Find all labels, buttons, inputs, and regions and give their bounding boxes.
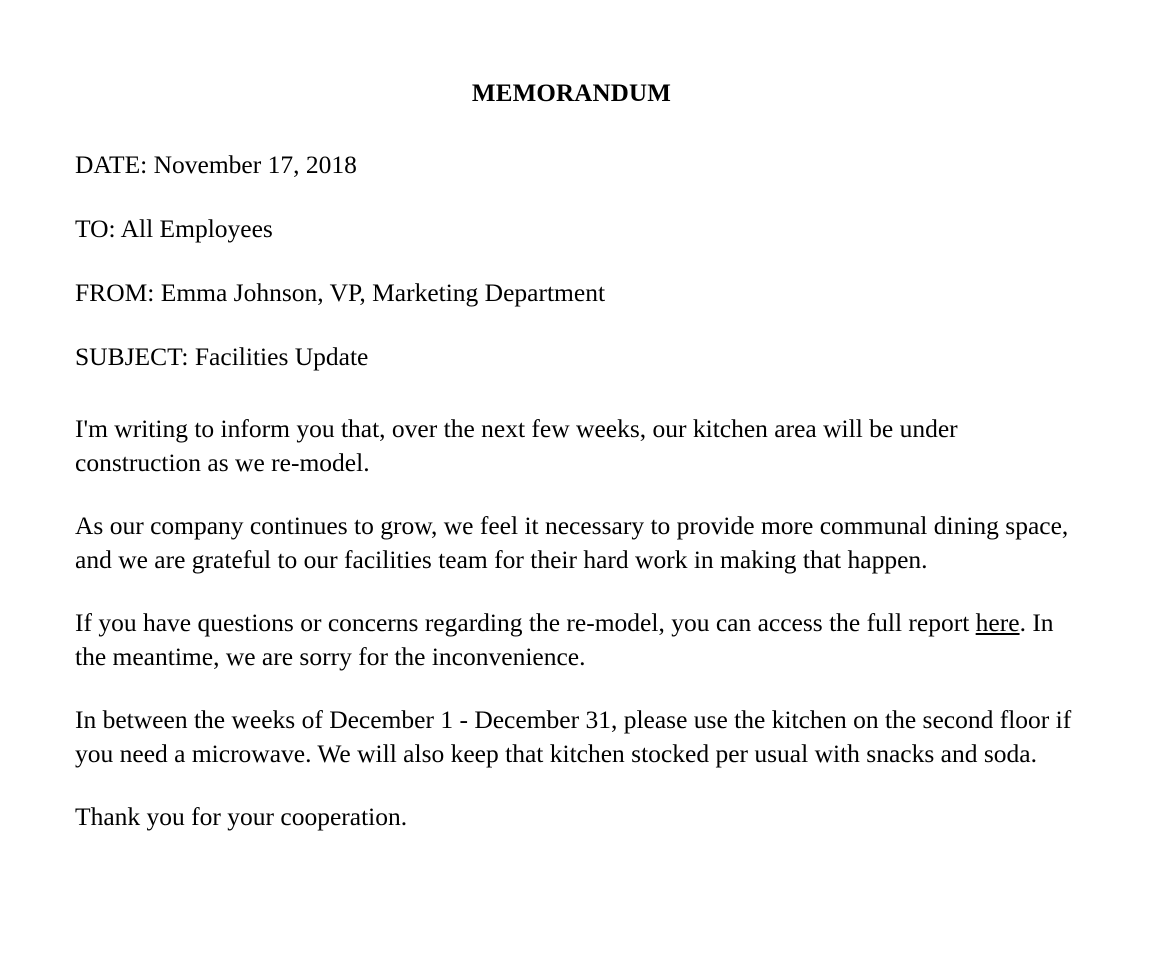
memo-field-subject: SUBJECT: Facilities Update [75, 342, 369, 372]
memo-paragraph-2: As our company continues to grow, we feel it necessary to provide more communal dining space, and we are grateful to our facilities team for their hard work in making that happen. [75, 511, 1069, 575]
memo-header-fields [75, 150, 1076, 372]
memo-body [75, 412, 1076, 833]
memo-paragraph-3 [75, 606, 1076, 674]
memo-field-to: TO: All Employees [75, 214, 273, 244]
memo-paragraph-4: In between the weeks of December 1 - December 31, please use the kitchen on the second floor if you need a microwave. We will also keep that kitchen stocked per usual with snacks and soda. [75, 704, 1072, 768]
full-report-link[interactable]: here [975, 607, 1020, 637]
memo-paragraph-5: Thank you for your cooperation. [75, 801, 408, 831]
memo-field-date: DATE: November 17, 2018 [75, 150, 357, 179]
memo-paragraph-1: I'm writing to inform you that, over the next few weeks, our kitchen area will be under construction as we re-model. [75, 414, 958, 478]
page-title: MEMORANDUM [471, 80, 672, 107]
memo-paragraph-3-after: . In the meantime, we are sorry for the inconvenience. [75, 607, 1054, 671]
memo-field-from: FROM: Emma Johnson, VP, Marketing Department [75, 278, 606, 308]
memo-paragraph-3-before: If you have questions or concerns regarding the re-model, you can access the full report [75, 607, 976, 637]
